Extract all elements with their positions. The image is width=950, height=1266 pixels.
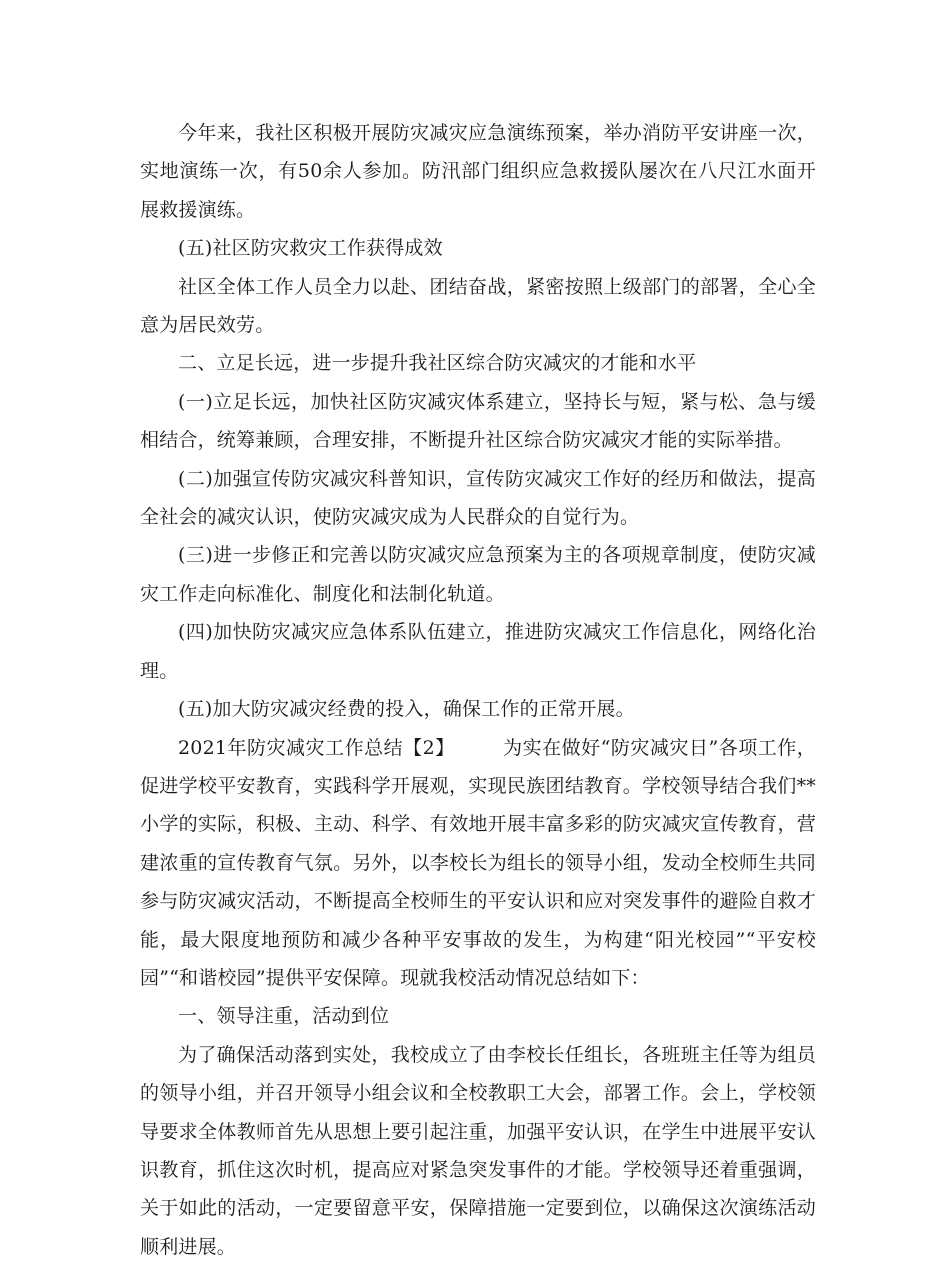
heading-leadership: 一、领导注重，活动到位 bbox=[178, 1005, 390, 1028]
paragraph-staff-effort: 社区全体工作人员全力以赴、团结奋战，紧密按照上级部门的部署，全心全意为居民效劳。 bbox=[140, 275, 816, 337]
document-body bbox=[140, 114, 816, 1266]
paragraph-drill-summary: 今年来，我社区积极开展防灾减灾应急演练预案，举办消防平安讲座一次，实地演练一次，有50余人参加。防汛部门组织应急救援队屡次在八尺江水面开展救援演练。 bbox=[140, 122, 816, 221]
section2-intro-text: 为实在做好“防灾减灾日”各项工作，促进学校平安教育，实践科学开展观，实现民族团结教育。学校领导结合我们**小学的实际，积极、主动、科学、有效地开展丰富多彩的防灾减灾宣传教育，营建浓重的宣传教育气氛。另外，以李校长为组长的领导小组，发动全校师生共同参与防灾减灾活动，不断提高全校师生的平安认识和应对突发事件的避险自救才能，最大限度地预防和减少各种平安事故的发生，为构建“阳光校园”“平安校园”“和谐校园”提供平安保障。现就我校活动情况总结如下： bbox=[140, 736, 817, 989]
paragraph-item-4: (四)加快防灾减灾应急体系队伍建立，推进防灾减灾工作信息化，网络化治理。 bbox=[140, 621, 816, 682]
heading-long-term: 二、立足长远，进一步提升我社区综合防灾减灾的才能和水平 bbox=[178, 352, 697, 375]
paragraph-leadership-body: 为了确保活动落到实处，我校成立了由李校长任组长，各班班主任等为组员的领导小组，并召开领导小组会议和全校教职工大会，部署工作。会上，学校领导要求全体教师首先从思想上要引起注重，加强平安认识，在学生中进展平安认识教育，抓住这次时机，提高应对紧急突发事件的才能。学校领导还着重强调，关于如此的活动，一定要留意平安，保障措施一定要到位，以确保这次演练活动顺利进展。 bbox=[140, 1043, 816, 1258]
heading-community-results: (五)社区防灾救灾工作获得成效 bbox=[178, 237, 443, 260]
paragraph-item-3: (三)进一步修正和完善以防灾减灾应急预案为主的各项规章制度，使防灾减灾工作走向标准化、制度化和法制化轨道。 bbox=[140, 544, 816, 605]
paragraph-item-5: (五)加大防灾减灾经费的投入，确保工作的正常开展。 bbox=[178, 698, 635, 721]
paragraph-item-1: (一)立足长远，加快社区防灾减灾体系建立，坚持长与短，紧与松、急与缓相结合，统筹兼顾，合理安排，不断提升社区综合防灾减灾才能的实际举措。 bbox=[140, 390, 816, 452]
paragraph-item-2: (二)加强宣传防灾减灾科普知识，宣传防灾减灾工作好的经历和做法，提高全社会的减灾认识，使防灾减灾成为人民群众的自觉行为。 bbox=[140, 467, 816, 529]
paragraph-section2-intro bbox=[140, 729, 816, 998]
section2-title: 2021年防灾减灾工作总结【2】 bbox=[178, 736, 455, 759]
